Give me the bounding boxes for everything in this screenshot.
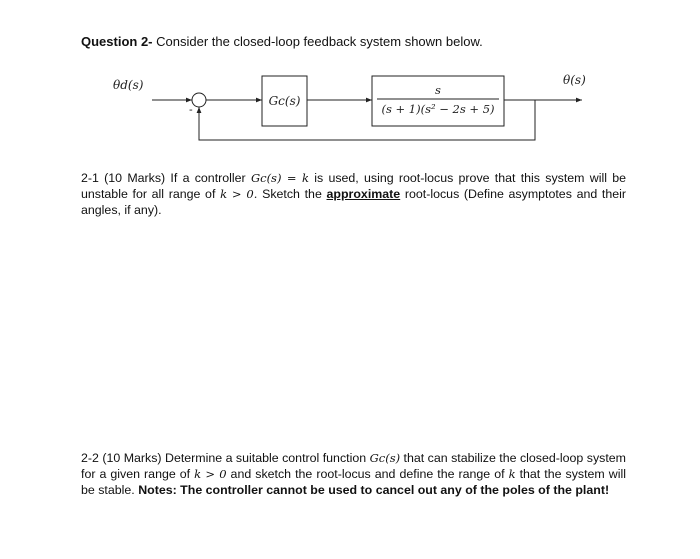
- part-2-2-text: 2-2 (10 Marks) Determine a suitable control function Gc(s) that can stabilize the closed-loop system for a given range of k > 0 and sketch the root-locus and define the range of k that the system will be stable. Notes: The controller cannot be used to cancel out any of the poles of the plant!: [81, 451, 626, 497]
- gain-condition-2: k > 0: [194, 467, 227, 481]
- notes-text: Notes: The controller cannot be used to cancel out any of the poles of the plant!: [138, 483, 610, 497]
- controller-function: Gc(s): [369, 451, 401, 465]
- part-2-1-text: 2-1 (10 Marks) If a controller Gc(s) = k is used, using root-locus prove that this system will be unstable for all range of k > 0. Sketch the approximate root-locus (Define asymptotes and their angles, if any).: [81, 171, 627, 217]
- summing-junction: [192, 93, 206, 107]
- question-intro: Consider the closed-loop feedback system shown below.: [152, 34, 483, 49]
- input-signal-label: θd(s): [113, 78, 144, 92]
- plant-denominator: (s + 1)(s² − 2s + 5): [381, 102, 495, 116]
- summing-minus-sign: -: [189, 104, 193, 116]
- output-signal-label: θ(s): [563, 73, 586, 87]
- question-number: Question 2-: [81, 34, 153, 49]
- block-diagram: [0, 0, 700, 160]
- controller-label: Gc(s): [268, 94, 301, 108]
- approximate-emphasis: approximate: [326, 187, 401, 201]
- gain-variable: k: [508, 467, 516, 481]
- gain-condition: k > 0.: [220, 187, 258, 201]
- plant-numerator: s: [435, 83, 441, 97]
- controller-equation: Gc(s) = k: [250, 171, 309, 185]
